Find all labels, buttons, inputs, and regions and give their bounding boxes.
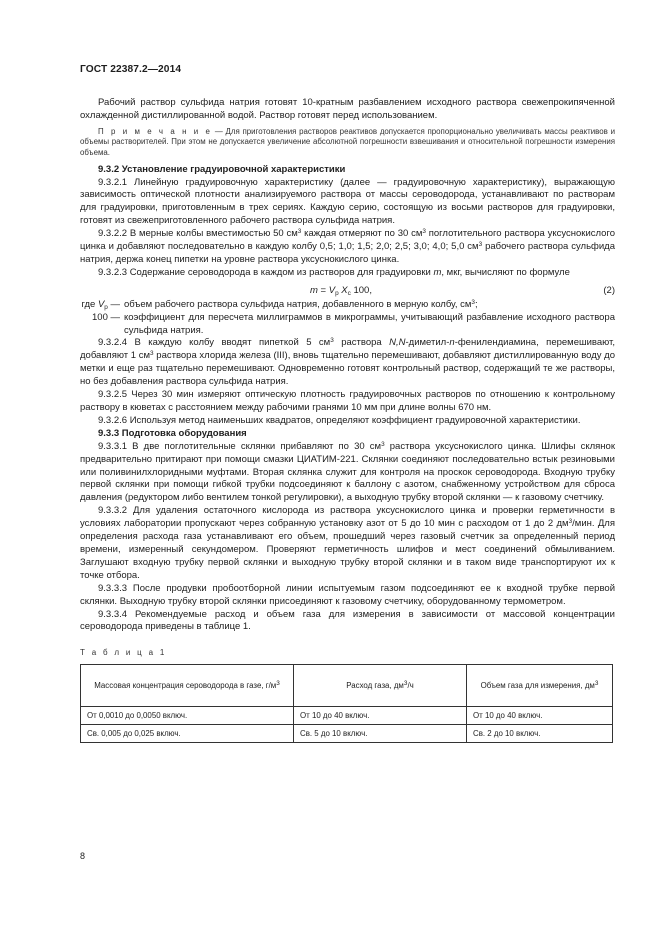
- legend-value-vp: [124, 299, 615, 312]
- text-run: Расход газа, дм: [346, 680, 404, 690]
- paragraph-9-3-3-2: [80, 505, 615, 582]
- table-1: [80, 664, 613, 743]
- document-page: [80, 64, 615, 743]
- formula-number: (2): [603, 284, 615, 296]
- legend-key-vp: [80, 299, 120, 312]
- formula-expression: [310, 285, 372, 296]
- section-9-3-3-heading: 9.3.3 Подготовка оборудования: [98, 427, 247, 439]
- paragraph-9-3-2-6: 9.3.2.6 Используя метод наименьших квадратов, определяют коэффициент градуировочной характеристики.: [98, 414, 581, 426]
- text-run: 9.3.2.4 В каждую колбу вводят пипеткой 5 см: [98, 337, 331, 349]
- text-run: Массовая концентрация сероводорода в газе, г/м: [94, 680, 277, 690]
- superscript: 3: [403, 679, 408, 687]
- table-row: [81, 707, 613, 725]
- superscript: 3: [276, 679, 280, 687]
- legend-key-100: 100 —: [92, 311, 120, 323]
- text-run: раствора уксуснокислого цинка. Шлифы склянок предварительно притирают при помощи смазки ЦИАТИМ-221. Склянки соединяют последовательно встык резиновыми или поливинилхлоридными муфтами. Вторая склянка служит для контроля на проскок сероводорода. Входную трубку первой склянки при помощи гибкой трубки подсоединяют к баллону с азотом, снабженному устройством для сброса давления (редуктором либо вентилем тонкой регулировки), а выходную трубку второй склянки — к газовому счетчику.: [80, 440, 615, 504]
- column-header-gas-volume: [467, 665, 613, 707]
- superscript: 3: [381, 440, 385, 448]
- formula-v: V: [328, 284, 336, 296]
- paragraph-9-3-2-4: [80, 337, 615, 389]
- formula-x-subscript: с: [347, 289, 351, 297]
- superscript: 3: [150, 350, 154, 358]
- legend-value-100: коэффициент для пересчета миллиграммов в микрограммы, учитывающий разбавление исходного раствора сульфида натрия.: [124, 311, 615, 336]
- note-paragraph: [80, 127, 615, 159]
- table-cell: От 10 до 40 включ.: [467, 707, 613, 725]
- superscript: 3: [478, 241, 483, 249]
- text-run: N,N: [389, 337, 406, 349]
- text-run: где: [81, 298, 98, 310]
- formula-equals: =: [317, 284, 329, 296]
- superscript: 3: [330, 337, 334, 345]
- page-header-title: ГОСТ 22387.2—2014: [80, 64, 182, 75]
- table-cell: Св. 0,005 до 0,025 включ.: [81, 725, 294, 743]
- intro-paragraph: Рабочий раствор сульфида натрия готовят 10-кратным разбавлением исходного раствора свежепрокипяченной охлажденной дистиллированной водой. Раствор готовят перед использованием.: [80, 97, 615, 121]
- section-9-3-2-heading: 9.3.2 Установление градуировочной характеристики: [98, 163, 346, 175]
- text-run: 9.3.3.2 Для удаления остаточного кислорода из раствора уксуснокислого цинка и проверки герметичности в условиях лаборатории пропускают через собранную установку азот от 5 до 10 мин с расходом от 1 до 2 дм: [80, 505, 615, 530]
- table-cell: От 0,0010 до 0,0050 включ.: [81, 707, 294, 725]
- formula-2: [80, 283, 615, 298]
- note-label: П р и м е ч а н и е: [98, 126, 213, 136]
- formula-x: X: [341, 284, 348, 296]
- table-cell: Св. 5 до 10 включ.: [294, 725, 467, 743]
- paragraph-9-3-3-1: [80, 441, 615, 506]
- paragraph-9-3-3-4: 9.3.3.4 Рекомендуемые расход и объем газа для измерения в зависимости от массовой концентрации сероводорода приведены в таблице 1.: [80, 608, 615, 633]
- column-header-concentration: [81, 665, 294, 707]
- note-text: — Для приготовления растворов реактивов допускается пропорционально увеличивать массы реактивов и объемы растворителей. При этом не допускается увеличение абсолютной погрешности взвешивания и относительной погрешности измерения объема.: [80, 126, 615, 157]
- subscript: р: [104, 303, 108, 311]
- paragraph-9-3-2-2: [80, 228, 615, 267]
- table-cell: От 10 до 40 включ.: [294, 707, 467, 725]
- table-header-row: [81, 665, 613, 707]
- text-run: Объем газа для измерения, дм: [480, 680, 595, 690]
- text-run: раствора: [333, 337, 390, 349]
- text-run: 9.3.2.2 В мерные колбы вместимостью 50 см: [98, 228, 298, 240]
- superscript: 3: [568, 518, 573, 526]
- text-run: объем рабочего раствора сульфида натрия, добавленного в мерную колбу, см: [124, 298, 472, 310]
- text-run: n: [449, 337, 455, 349]
- paragraph-9-3-2-3: [80, 267, 615, 280]
- text-run: /мин. Для определения расхода газа устанавливают его объем, прошедший через газовый счетчик за определенный период времени, измеренный секундомером. Проверяют герметичность шлифов и мест соединений обмыливанием. Заглушают входную трубку первой склянки и выходную трубку второй склянки и в таком виде транспортируют их к точке отбора.: [80, 518, 615, 581]
- text-run: -фенилендиамина, перемешивают, добавляют 1 см: [80, 337, 615, 362]
- superscript: 3: [594, 679, 599, 687]
- text-run: 9.3.3.1 В две поглотительные склянки прибавляют по 30 см: [98, 440, 382, 452]
- text-run: /ч: [407, 680, 414, 690]
- text-run: , мкг, вычисляют по формуле: [441, 266, 570, 278]
- formula-m: m: [310, 284, 318, 296]
- paragraph-9-3-3-3: 9.3.3.3 После продувки пробоотборной линии испытуемым газом подсоединяют ее к входной трубке первой склянки. Выходную трубку второй склянки присоединяют к газовому счетчику, оборудованному термометром.: [80, 582, 615, 607]
- text-run: раствора хлорида железа (III), вновь тщательно перемешивают, добавляют дистиллированную воду до метки и еще раз тщательно перемешивают. Одновременно готовят контрольный раствор, содержащий те же растворы, но без добавления раствора сульфида натрия.: [80, 350, 616, 388]
- text-run: V: [97, 298, 105, 310]
- page-number: 8: [80, 851, 86, 861]
- text-run: 9.3.2.3 Содержание сероводорода в каждом из растворов для градуировки: [98, 266, 434, 278]
- superscript: 3: [422, 228, 426, 236]
- superscript: 3: [297, 228, 302, 236]
- formula-v-subscript: р: [335, 289, 339, 297]
- formula-tail: 100,: [350, 284, 372, 296]
- text-run: -диметил-: [405, 337, 450, 349]
- text-run: —: [107, 298, 120, 310]
- formula-legend: [80, 299, 615, 338]
- paragraph-9-3-2-1: 9.3.2.1 Линейную градуировочную характеристику (далее — градуировочную характеристику), выражающую зависимость оптической плотности анализируемого раствора от массы сероводорода, устанавливают по растворам для градуировки, приготовленным в трех сериях. Каждую серию, состоящую из восьми растворов для градуировки, готовят из свежеприготовленного рабочего раствора сульфида натрия.: [80, 176, 615, 227]
- table-row: [81, 725, 613, 743]
- text-run: рабочего раствора сульфида натрия, держа конец пипетки на уровне раствора уксуснокислого цинка.: [80, 241, 615, 265]
- column-header-flow-rate: [294, 665, 467, 707]
- table-cell: Св. 2 до 10 включ.: [467, 725, 613, 743]
- table-caption: Т а б л и ц а 1: [80, 648, 167, 658]
- variable-m: m: [433, 266, 442, 278]
- text-run: ;: [474, 298, 478, 310]
- text-run: каждая отмеряют по 30 см: [301, 228, 423, 240]
- text-run: поглотительного раствора уксуснокислого цинка и добавляют последовательно в каждую колбу 0,5; 1,0; 1,5; 2,0; 2,5; 3,0; 4,0; 5,0 см: [80, 228, 615, 253]
- superscript: 3: [471, 298, 475, 306]
- paragraph-9-3-2-5: 9.3.2.5 Через 30 мин измеряют оптическую плотность градуировочных растворов по отношению к контрольному раствору в кюветах с расстоянием между рабочими гранями 10 мм при длине волны 670 нм.: [80, 389, 615, 413]
